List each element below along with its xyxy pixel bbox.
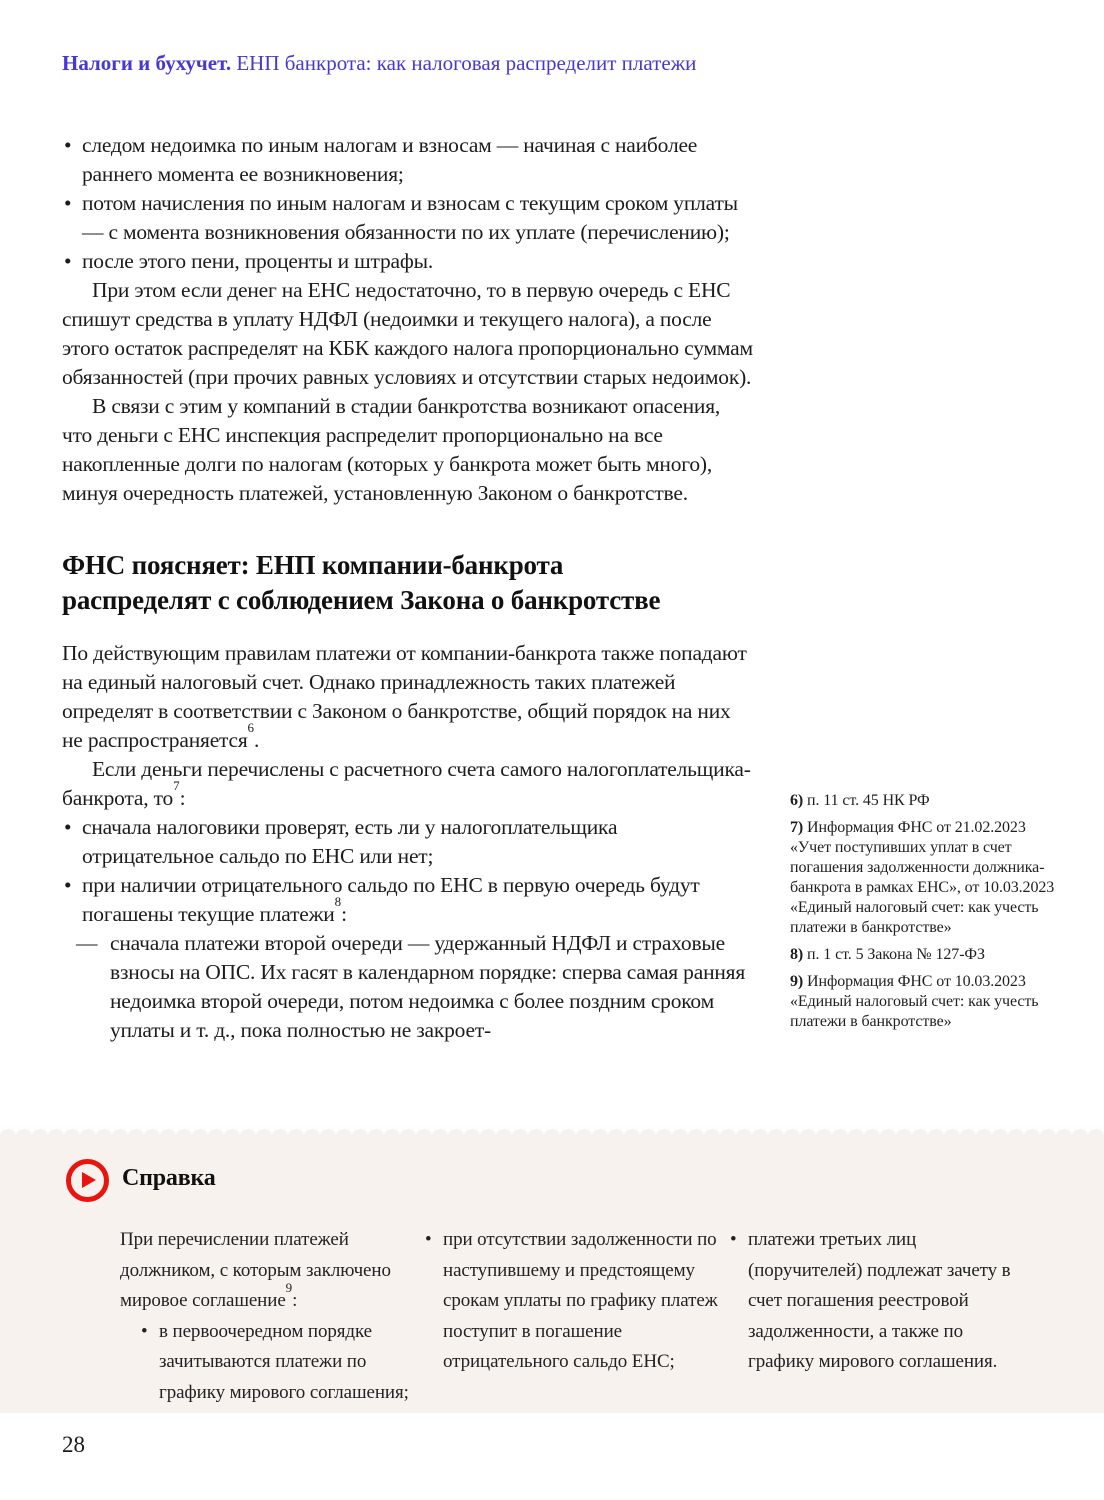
list-item-text: при наличии отрицательного сальдо по ЕНС в первую очередь будут погашены текущие платежи [82,873,700,926]
footnote-ref: 7 [173,777,180,793]
footnote-text: Информация ФНС от 10.03.2023 «Единый налоговый счет: как учесть платежи в банкротстве» [790,973,1039,1030]
running-head-section: Налоги и бухучет. [62,51,232,75]
footnote [790,818,1058,938]
paragraph: При этом если денег на ЕНС недостаточно, то в первую очередь с ЕНС спишут средства в уплату НДФЛ (недоимки и текущего налога), а после этого остаток распределят на КБК каждого налога пропорционально суммам обязанностей (при прочих равных условиях и отсутствии старых недоимок). [62,278,753,389]
footnote-text: п. 11 ст. 45 НК РФ [803,792,930,809]
footnote [790,791,1058,811]
play-icon [66,1159,109,1202]
list-item: • платежи третьих лиц (поручителей) подлежат зачету в счет погашения реестровой задолженности, а также по графику мирового соглашения. [729,1225,1033,1378]
footnote-text: п. 1 ст. 5 Закона № 127-ФЗ [803,946,985,963]
footnote-ref: 9 [285,1279,293,1295]
section-heading-line: ФНС поясняет: ЕНП компании-банкрота [62,550,564,580]
infobox-text: : [292,1290,298,1311]
footnote-sidebar [790,791,1058,1039]
paragraph-text: . [254,728,260,752]
infobox-intro [120,1225,412,1317]
footnote-ref: 6 [247,719,255,735]
running-head-title: ЕНП банкрота: как налоговая распределит платежи [231,51,697,75]
infobox-column [729,1225,1033,1378]
infobox-text: При перечислении платежей должником, с которым заключено мировое соглашение [120,1229,391,1311]
infobox-column [424,1225,718,1378]
list-item-text: : [341,902,347,926]
intro-bullet-list [62,131,754,276]
list-item [62,871,754,929]
article-body [62,131,754,1045]
page-number: 28 [62,1432,85,1457]
reference-infobox [0,1128,1104,1413]
footnote-number: 7) [790,819,804,836]
running-head [62,50,696,76]
paragraph [62,755,754,813]
paragraph: В связи с этим у компаний в стадии банкротства возникают опасения, что деньги с ЕНС инспекция распределит пропорционально на все накопленные долги по налогам (которых у банкрота может быть много), минуя очередность платежей, установленную Законом о банкротстве. [62,394,721,505]
list-item: • в первоочередном порядке зачитываются платежи по графику мирового соглашения; [140,1317,412,1409]
footnote-number: 6) [790,792,804,809]
paragraph [62,639,754,755]
infobox-column [120,1225,412,1408]
paragraph-text: Если деньги перечислены с расчетного счета самого налогоплательщика-банкрота, то [62,757,751,810]
rules-bullet-list [62,813,754,929]
scalloped-edge [0,1128,1104,1137]
footnote [790,972,1058,1032]
infobox-title: Справка [122,1165,216,1191]
paragraph-text: По действующим правилам платежи от компании-банкрота также попадают на единый налоговый счет. Однако принадлежность таких платежей определят в соответствии с Законом о банкротстве, общий порядок на них не распространяется [62,641,747,752]
footnote-number: 8) [790,946,804,963]
footnote-text: Информация ФНС от 21.02.2023 «Учет поступивших уплат в счет погашения задолженности должника-банкрота в рамках ЕНС», от 10.03.2023 «Единый налоговый счет: как учесть платежи в банкротстве» [790,819,1055,936]
paragraph-text: : [179,786,186,810]
footnote-ref: 8 [334,893,342,909]
infobox-body [0,1137,1104,1413]
section-heading [62,548,754,618]
list-item: • при отсутствии задолженности по наступившему и предстоящему срокам уплаты по графику платеж поступит в погашение отрицательного сальдо ЕНС; [424,1225,718,1378]
section-heading-line: распределят с соблюдением Закона о банкротстве [62,585,661,615]
footnote [790,945,1058,965]
sub-list-item: — сначала платежи второй очереди — удержанный НДФЛ и страховые взносы на ОПС. Их гасят в календарном порядке: сперва самая ранняя недоимка второй очереди, потом недоимка с более поздним сроком уплаты и т. д., пока полностью не закроет- [62,929,754,1045]
footnote-number: 9) [790,973,804,990]
list-item: • после этого пени, проценты и штрафы. [62,247,754,276]
list-item: • сначала налоговики проверят, есть ли у налогоплательщика отрицательное сальдо по ЕНС или нет; [62,813,754,871]
list-item: • следом недоимка по иным налогам и взносам — начиная с наиболее раннего момента ее возникновения; [62,131,754,189]
list-item: • потом начисления по иным налогам и взносам с текущим сроком уплаты — с момента возникновения обязанности по их уплате (перечислению); [62,189,754,247]
